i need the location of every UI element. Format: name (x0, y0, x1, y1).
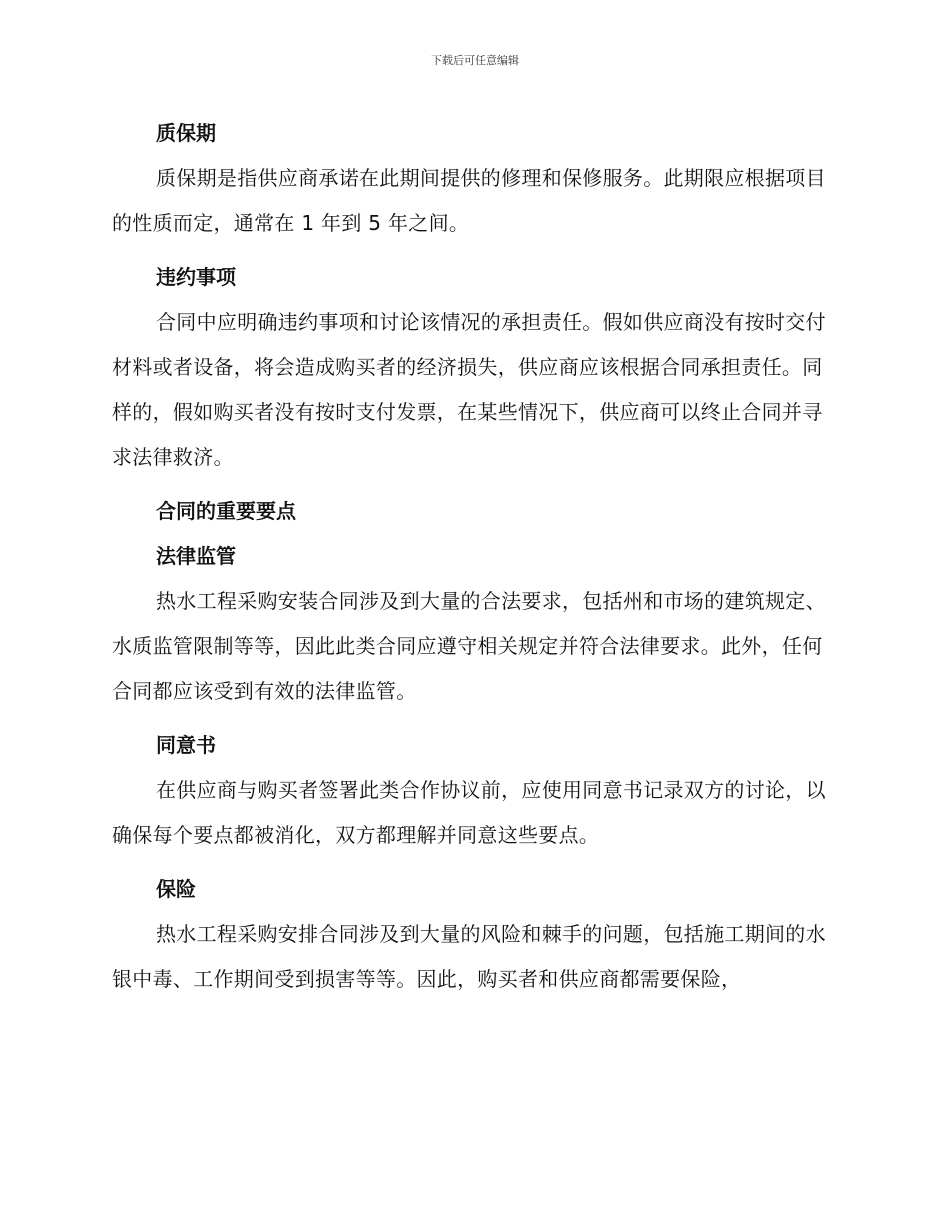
section-heading-legal-supervision: 法律监管 (156, 544, 236, 568)
section-heading-consent-letter: 同意书 (156, 733, 216, 757)
section-body-warranty-period: 质保期是指供应商承诺在此期间提供的修理和保修服务。此期限应根据项目的性质而定，通常在 1 年到 5 年之间。 (112, 166, 826, 235)
page-header: 下载后可任意编辑 (431, 54, 519, 67)
section-body-insurance: 热水工程采购安排合同涉及到大量的风险和棘手的问题，包括施工期间的水银中毒、工作期间受到损害等等。因此，购买者和供应商都需要保险， (112, 922, 826, 991)
section-heading-insurance: 保险 (156, 877, 196, 901)
section-heading-warranty-period: 质保期 (156, 121, 216, 145)
section-body-legal-supervision: 热水工程采购安装合同涉及到大量的合法要求，包括州和市场的建筑规定、水质监管限制等等，因此此类合同应遵守相关规定并符合法律要求。此外，任何合同都应该受到有效的法律监管。 (112, 589, 826, 703)
section-heading-breach: 违约事项 (156, 265, 236, 289)
section-heading-key-points: 合同的重要要点 (156, 499, 296, 523)
section-body-consent-letter: 在供应商与购买者签署此类合作协议前，应使用同意书记录双方的讨论，以确保每个要点都被消化，双方都理解并同意这些要点。 (112, 778, 826, 847)
section-body-breach: 合同中应明确违约事项和讨论该情况的承担责任。假如供应商没有按时交付材料或者设备，将会造成购买者的经济损失，供应商应该根据合同承担责任。同样的，假如购买者没有按时支付发票，在某些情况下，供应商可以终止合同并寻求法律救济。 (112, 310, 826, 469)
document-body (112, 111, 832, 1011)
